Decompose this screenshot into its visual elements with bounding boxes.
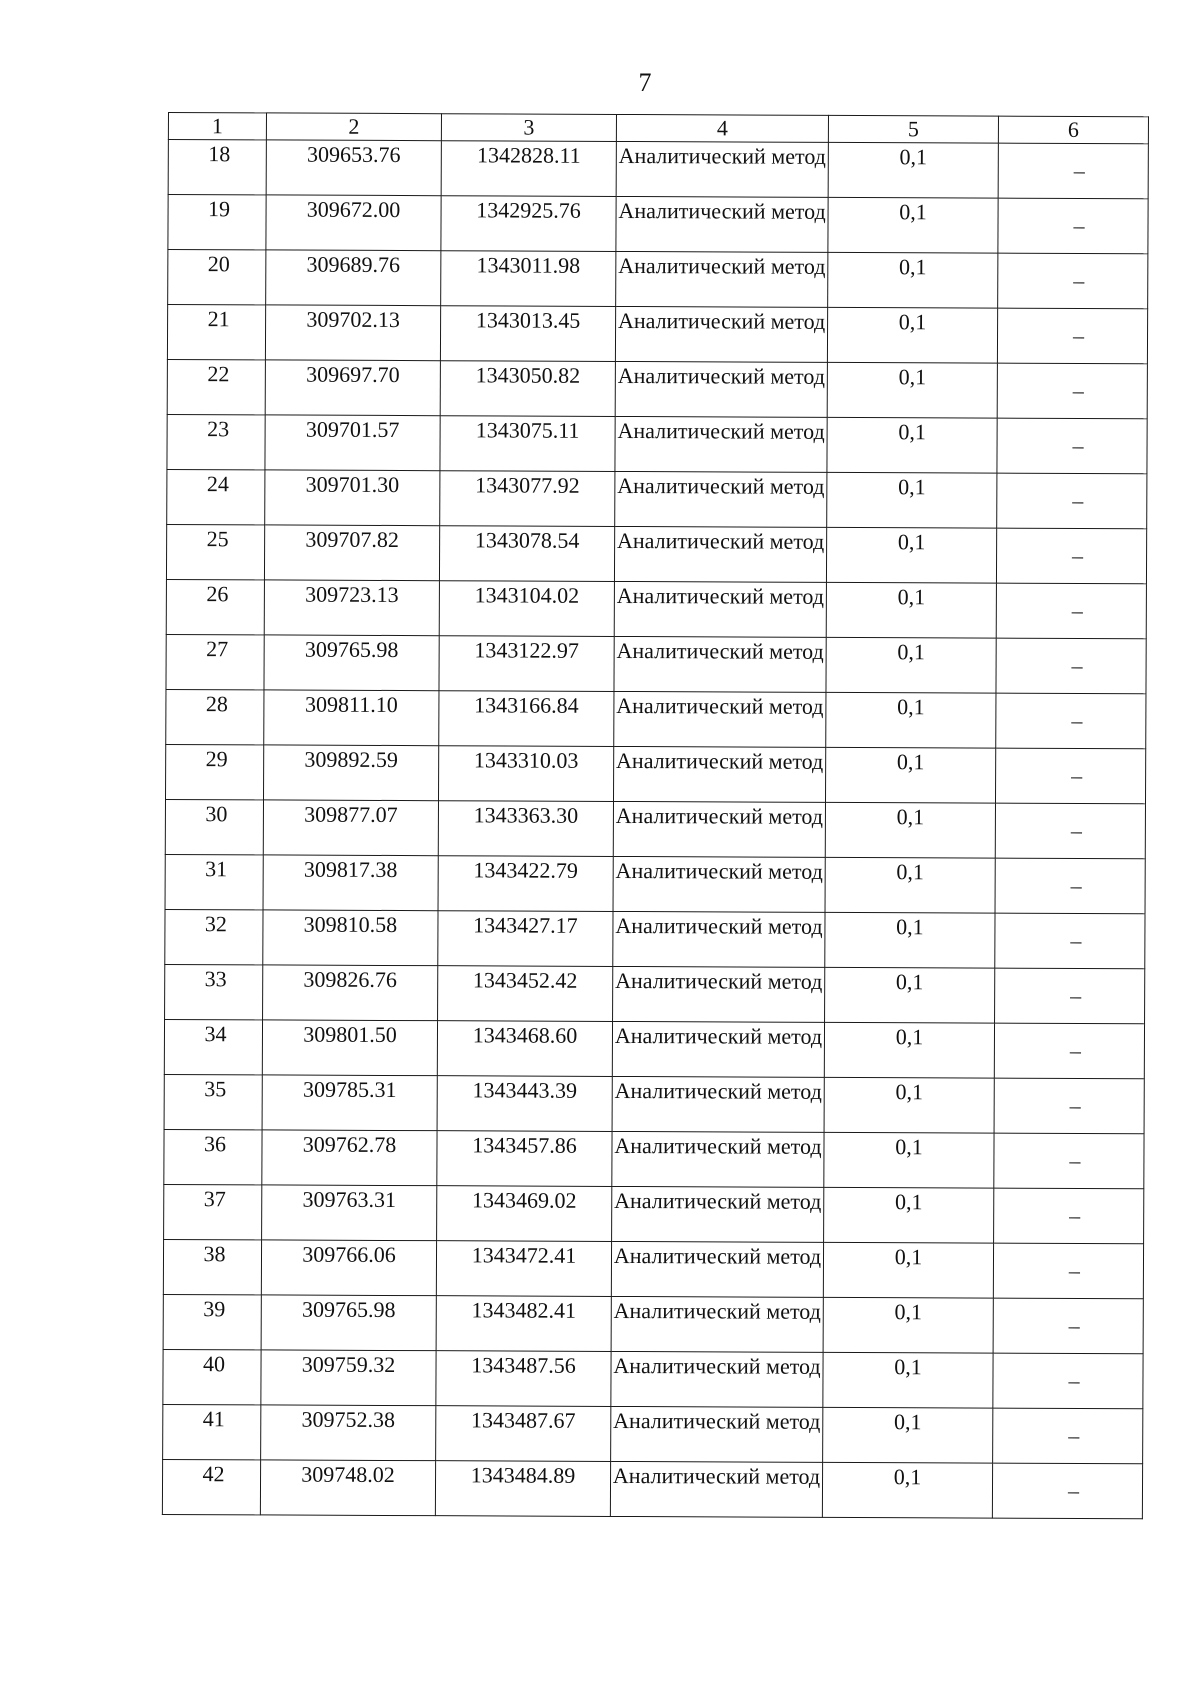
point-number-cell: 21 xyxy=(167,305,265,360)
point-number-cell: 23 xyxy=(167,414,265,469)
note-cell: – xyxy=(994,1133,1144,1189)
table-row xyxy=(165,854,1145,913)
method-cell: Аналитический метод xyxy=(610,1461,822,1517)
method-cell: Аналитический метод xyxy=(611,1406,823,1462)
point-number-cell: 33 xyxy=(165,964,263,1019)
coordinate-y-cell: 1343422.79 xyxy=(438,856,613,912)
accuracy-cell: 0,1 xyxy=(827,417,997,473)
table-row xyxy=(167,414,1147,473)
accuracy-cell: 0,1 xyxy=(822,1462,992,1518)
point-number-cell: 22 xyxy=(167,359,265,414)
coordinate-x-cell: 309765.98 xyxy=(261,1295,436,1351)
table-row xyxy=(165,964,1145,1023)
note-cell: – xyxy=(997,308,1147,364)
method-cell: Аналитический метод xyxy=(612,1131,824,1187)
column-header: 2 xyxy=(266,113,441,141)
coordinate-y-cell: 1343443.39 xyxy=(437,1076,612,1132)
coordinate-y-cell: 1343487.67 xyxy=(436,1406,611,1462)
accuracy-cell: 0,1 xyxy=(827,362,997,418)
method-cell: Аналитический метод xyxy=(614,581,826,637)
coordinate-x-cell: 309762.78 xyxy=(262,1130,437,1186)
table-header-row xyxy=(168,113,1148,144)
coordinate-y-cell: 1343050.82 xyxy=(440,361,615,417)
coordinate-y-cell: 1343104.02 xyxy=(439,581,614,637)
coordinates-table xyxy=(162,112,1149,1519)
accuracy-cell: 0,1 xyxy=(824,1022,994,1078)
table-row xyxy=(166,744,1146,803)
table-row xyxy=(166,579,1146,638)
table-row xyxy=(166,524,1146,583)
coordinate-x-cell: 309765.98 xyxy=(264,635,439,691)
note-cell: – xyxy=(995,748,1145,804)
coordinate-y-cell: 1343482.41 xyxy=(436,1296,611,1352)
coordinate-x-cell: 309877.07 xyxy=(263,800,438,856)
accuracy-cell: 0,1 xyxy=(827,307,997,363)
accuracy-cell: 0,1 xyxy=(826,637,996,693)
column-header: 3 xyxy=(441,114,616,142)
coordinate-x-cell: 309689.76 xyxy=(266,250,441,306)
accuracy-cell: 0,1 xyxy=(825,747,995,803)
table-row xyxy=(164,1129,1144,1188)
table-row xyxy=(164,1019,1144,1078)
method-cell: Аналитический метод xyxy=(613,856,825,912)
point-number-cell: 26 xyxy=(166,579,264,634)
method-cell: Аналитический метод xyxy=(612,1076,824,1132)
coordinate-y-cell: 1342925.76 xyxy=(441,196,616,252)
method-cell: Аналитический метод xyxy=(613,746,825,802)
coordinate-x-cell: 309801.50 xyxy=(262,1020,437,1076)
note-cell: – xyxy=(996,693,1146,749)
point-number-cell: 25 xyxy=(166,524,264,579)
method-cell: Аналитический метод xyxy=(614,636,826,692)
note-cell: – xyxy=(995,803,1145,859)
table-row xyxy=(164,1184,1144,1243)
coordinate-y-cell: 1343078.54 xyxy=(439,526,614,582)
coordinate-x-cell: 309672.00 xyxy=(266,195,441,251)
method-cell: Аналитический метод xyxy=(613,911,825,967)
coordinate-x-cell: 309811.10 xyxy=(264,690,439,746)
coordinate-y-cell: 1343077.92 xyxy=(440,471,615,527)
coordinate-y-cell: 1343363.30 xyxy=(438,801,613,857)
method-cell: Аналитический метод xyxy=(616,251,828,307)
coordinate-y-cell: 1343310.03 xyxy=(438,746,613,802)
point-number-cell: 35 xyxy=(164,1074,262,1129)
coordinate-y-cell: 1343075.11 xyxy=(440,416,615,472)
accuracy-cell: 0,1 xyxy=(824,1187,994,1243)
note-cell: – xyxy=(995,858,1145,914)
coordinate-y-cell: 1343484.89 xyxy=(435,1461,610,1517)
table-row xyxy=(165,799,1145,858)
point-number-cell: 40 xyxy=(163,1349,261,1404)
table-row xyxy=(167,305,1147,364)
note-cell: – xyxy=(994,1188,1144,1244)
coordinate-x-cell: 309817.38 xyxy=(263,855,438,911)
accuracy-cell: 0,1 xyxy=(826,527,996,583)
note-cell: – xyxy=(998,253,1148,309)
note-cell: – xyxy=(998,143,1148,199)
column-header: 6 xyxy=(998,116,1148,144)
table-row xyxy=(168,195,1148,254)
table-row xyxy=(163,1239,1143,1298)
accuracy-cell: 0,1 xyxy=(828,142,998,198)
coordinate-x-cell: 309826.76 xyxy=(263,965,438,1021)
point-number-cell: 20 xyxy=(168,250,266,305)
method-cell: Аналитический метод xyxy=(611,1351,823,1407)
accuracy-cell: 0,1 xyxy=(823,1242,993,1298)
coordinate-x-cell: 309702.13 xyxy=(265,305,440,361)
point-number-cell: 34 xyxy=(164,1019,262,1074)
note-cell: – xyxy=(997,363,1147,419)
table-row xyxy=(168,250,1148,309)
method-cell: Аналитический метод xyxy=(613,801,825,857)
note-cell: – xyxy=(996,583,1146,639)
table-row xyxy=(163,1404,1143,1463)
accuracy-cell: 0,1 xyxy=(824,1077,994,1133)
method-cell: Аналитический метод xyxy=(615,306,827,362)
coordinate-x-cell: 309810.58 xyxy=(263,910,438,966)
method-cell: Аналитический метод xyxy=(613,966,825,1022)
accuracy-cell: 0,1 xyxy=(823,1407,993,1463)
note-cell: – xyxy=(998,198,1148,254)
coordinate-x-cell: 309752.38 xyxy=(261,1405,436,1461)
coordinate-y-cell: 1343122.97 xyxy=(439,636,614,692)
method-cell: Аналитический метод xyxy=(611,1296,823,1352)
point-number-cell: 31 xyxy=(165,854,263,909)
note-cell: – xyxy=(995,913,1145,969)
table-row xyxy=(166,689,1146,748)
point-number-cell: 27 xyxy=(166,634,264,689)
method-cell: Аналитический метод xyxy=(611,1241,823,1297)
point-number-cell: 18 xyxy=(168,140,266,195)
point-number-cell: 37 xyxy=(164,1184,262,1239)
page-number: 7 xyxy=(638,68,652,97)
accuracy-cell: 0,1 xyxy=(825,802,995,858)
coordinate-y-cell: 1343013.45 xyxy=(440,306,615,362)
point-number-cell: 24 xyxy=(167,469,265,524)
table-row xyxy=(164,1074,1144,1133)
note-cell: – xyxy=(993,1353,1143,1409)
note-cell: – xyxy=(995,968,1145,1024)
method-cell: Аналитический метод xyxy=(616,196,828,252)
point-number-cell: 41 xyxy=(163,1404,261,1459)
note-cell: – xyxy=(997,418,1147,474)
coordinate-y-cell: 1343452.42 xyxy=(438,966,613,1022)
coordinate-x-cell: 309785.31 xyxy=(262,1075,437,1131)
point-number-cell: 19 xyxy=(168,195,266,250)
note-cell: – xyxy=(996,528,1146,584)
accuracy-cell: 0,1 xyxy=(826,692,996,748)
point-number-cell: 30 xyxy=(165,799,263,854)
note-cell: – xyxy=(997,473,1147,529)
coordinate-y-cell: 1343011.98 xyxy=(441,251,616,307)
coordinate-x-cell: 309892.59 xyxy=(263,745,438,801)
table-row xyxy=(165,909,1145,968)
note-cell: – xyxy=(994,1078,1144,1134)
point-number-cell: 39 xyxy=(163,1294,261,1349)
coordinate-x-cell: 309759.32 xyxy=(261,1350,436,1406)
table-row xyxy=(163,1349,1143,1408)
method-cell: Аналитический метод xyxy=(612,1021,824,1077)
table-row xyxy=(162,1459,1142,1518)
point-number-cell: 29 xyxy=(166,744,264,799)
accuracy-cell: 0,1 xyxy=(827,472,997,528)
coordinate-y-cell: 1343487.56 xyxy=(436,1351,611,1407)
method-cell: Аналитический метод xyxy=(615,361,827,417)
coordinate-x-cell: 309763.31 xyxy=(262,1185,437,1241)
coordinate-x-cell: 309766.06 xyxy=(261,1240,436,1296)
point-number-cell: 36 xyxy=(164,1129,262,1184)
coordinate-y-cell: 1343469.02 xyxy=(437,1186,612,1242)
method-cell: Аналитический метод xyxy=(615,471,827,527)
table-row xyxy=(166,634,1146,693)
coordinate-y-cell: 1343427.17 xyxy=(438,911,613,967)
coordinate-y-cell: 1343166.84 xyxy=(439,691,614,747)
note-cell: – xyxy=(996,638,1146,694)
accuracy-cell: 0,1 xyxy=(826,582,996,638)
column-header: 4 xyxy=(616,114,828,142)
coordinate-x-cell: 309707.82 xyxy=(264,525,439,581)
coordinate-x-cell: 309748.02 xyxy=(260,1460,435,1516)
table-row xyxy=(168,140,1148,199)
coordinate-y-cell: 1343472.41 xyxy=(436,1241,611,1297)
coordinate-y-cell: 1342828.11 xyxy=(441,141,616,197)
column-header: 1 xyxy=(168,113,266,140)
point-number-cell: 32 xyxy=(165,909,263,964)
coordinate-x-cell: 309701.57 xyxy=(265,415,440,471)
point-number-cell: 42 xyxy=(162,1459,260,1514)
accuracy-cell: 0,1 xyxy=(828,197,998,253)
method-cell: Аналитический метод xyxy=(615,416,827,472)
column-header: 5 xyxy=(828,115,998,143)
point-number-cell: 38 xyxy=(163,1239,261,1294)
method-cell: Аналитический метод xyxy=(614,691,826,747)
coordinate-x-cell: 309697.70 xyxy=(265,360,440,416)
coordinate-x-cell: 309723.13 xyxy=(264,580,439,636)
method-cell: Аналитический метод xyxy=(616,141,828,197)
table-row xyxy=(167,359,1147,418)
coordinate-x-cell: 309653.76 xyxy=(266,140,441,196)
accuracy-cell: 0,1 xyxy=(825,912,995,968)
accuracy-cell: 0,1 xyxy=(824,1132,994,1188)
note-cell: – xyxy=(993,1408,1143,1464)
accuracy-cell: 0,1 xyxy=(825,857,995,913)
point-number-cell: 28 xyxy=(166,689,264,744)
note-cell: – xyxy=(992,1463,1142,1519)
method-cell: Аналитический метод xyxy=(612,1186,824,1242)
note-cell: – xyxy=(993,1298,1143,1354)
table-row xyxy=(167,469,1147,528)
accuracy-cell: 0,1 xyxy=(825,967,995,1023)
coordinate-y-cell: 1343457.86 xyxy=(437,1131,612,1187)
coordinate-x-cell: 309701.30 xyxy=(265,470,440,526)
table-row xyxy=(163,1294,1143,1353)
method-cell: Аналитический метод xyxy=(614,526,826,582)
note-cell: – xyxy=(994,1023,1144,1079)
note-cell: – xyxy=(993,1243,1143,1299)
accuracy-cell: 0,1 xyxy=(828,252,998,308)
coordinate-y-cell: 1343468.60 xyxy=(437,1021,612,1077)
accuracy-cell: 0,1 xyxy=(823,1352,993,1408)
accuracy-cell: 0,1 xyxy=(823,1297,993,1353)
